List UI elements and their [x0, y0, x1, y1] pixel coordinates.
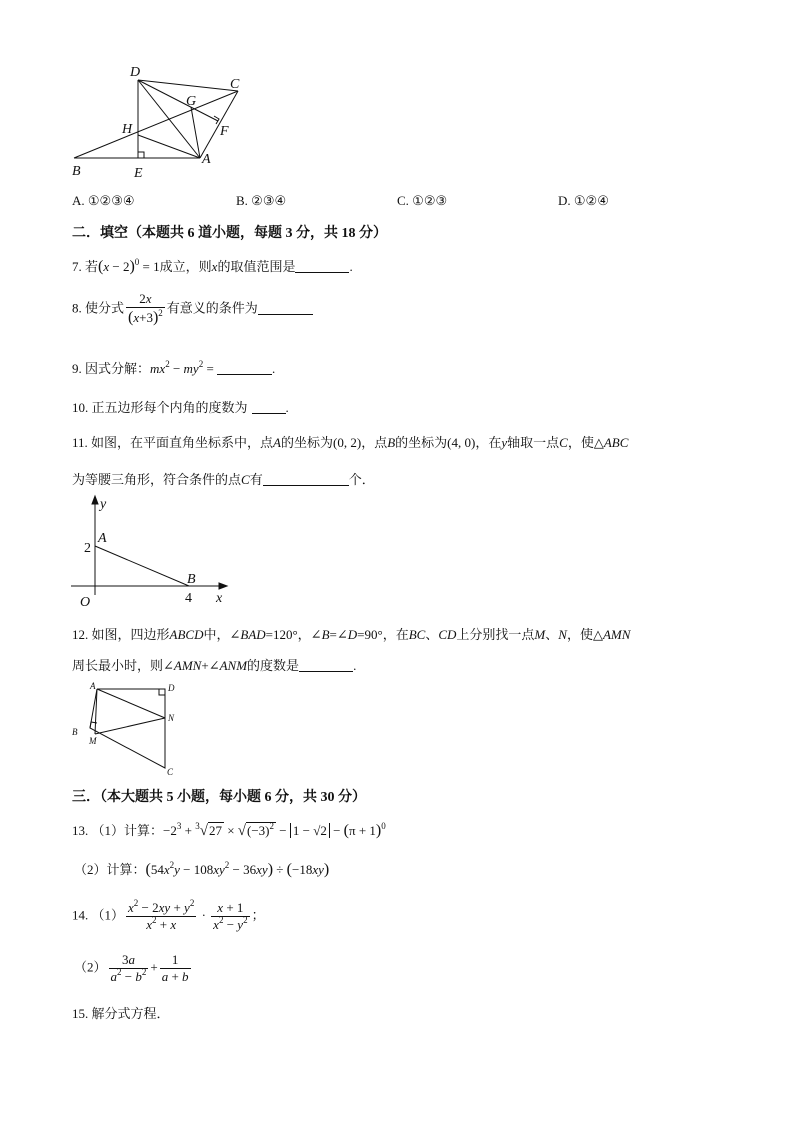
label-H: H	[122, 122, 133, 137]
question-14-part1: 14. （1） $\frac{x^2 - 2xy + y^2}{x^2 + x}$ · $\frac{x + 1}{x^2 - y^2}$ ；	[72, 898, 265, 933]
question-11-line2: 为等腰三角形，符合条件的点C有 个．	[72, 472, 375, 487]
question-12-line2: 周长最小时，则∠AMN+∠ANM的度数是 .	[72, 658, 357, 673]
answer-blank-10[interactable]	[252, 401, 286, 414]
label-F: F	[220, 124, 229, 139]
tick-label-4: 4	[185, 591, 192, 606]
axis-label-x: x	[216, 591, 223, 606]
question-9: 9. 因式分解：$mx^2 - my^2$ = .	[72, 359, 276, 376]
question-14-part2: （2） $\frac{3a}{a^2 - b^2}$ + $\frac{1}{a + b}$	[74, 952, 189, 985]
origin-label-O: O	[80, 595, 91, 610]
answer-blank-12[interactable]	[299, 659, 353, 672]
question-12-line1: 12. 如图，四边形ABCD中，∠BAD=120°，∠B=∠D=90°，在BC、CD上分别找一点M、N，使△AMN	[72, 627, 631, 642]
figure-coordinate-plane	[68, 492, 238, 612]
question-10: 10. 正五边形每个内角的度数为 .	[72, 400, 289, 415]
answer-blank-7[interactable]	[295, 260, 349, 273]
label-E: E	[134, 166, 143, 181]
fig3-label-M: M	[89, 736, 97, 746]
answer-blank-9[interactable]	[217, 362, 272, 375]
fig3-label-B: B	[72, 727, 78, 737]
question-8: 8. 使分式 $\frac{2x}{(x+3)^2}$ 有意义的条件为	[72, 291, 313, 328]
fig3-label-C: C	[167, 767, 174, 777]
fig3-label-A: A	[90, 681, 96, 691]
figure-quadrilateral-geometry	[60, 60, 260, 185]
label-B: B	[72, 164, 81, 179]
label-A: A	[202, 152, 211, 167]
question-15: 15. 解分式方程．	[72, 1006, 170, 1021]
point-label-B: B	[187, 572, 196, 587]
answer-blank-11[interactable]	[263, 473, 349, 486]
question-11-line1: 11. 如图，在平面直角坐标系中，点A的坐标为(0, 2)，点B的坐标为(4, 0)，在y轴取一点C，使△ABC	[72, 435, 629, 450]
figure-quadrilateral-amn	[68, 680, 188, 780]
label-G: G	[186, 94, 197, 109]
label-C: C	[230, 77, 240, 92]
question-13-part1: 13. （1）计算：$-2^3 + ^3√27 \times √(-3)^2 - 1 - √2 - (\pi + 1)^0$	[72, 821, 386, 839]
section-2-title: 二．填空（本题共 6 道小题，每题 3 分，共 18 分）	[72, 226, 387, 241]
question-13-part2: （2）计算：$(54x^2y - 108xy^2 - 36xy) \div (-18xy)$	[74, 860, 330, 878]
choice-a[interactable]: A. ①②③④	[72, 193, 135, 208]
answer-blank-8[interactable]	[258, 302, 313, 315]
choice-c[interactable]: C. ①②③	[397, 193, 448, 208]
section-3-title: 三．（本大题共 5 小题，每小题 6 分，共 30 分）	[72, 790, 366, 805]
choice-b[interactable]: B. ②③④	[236, 193, 287, 208]
tick-label-2: 2	[84, 541, 91, 556]
question-7: 7. 若$(x - 2)^0 = 1$成立，则x的取值范围是 .	[72, 257, 353, 275]
axis-label-y: y	[100, 497, 107, 512]
point-label-A: A	[98, 531, 107, 546]
label-D: D	[130, 65, 141, 80]
fig3-label-N: N	[168, 713, 175, 723]
choice-d[interactable]: D. ①②④	[558, 193, 609, 208]
fig3-label-D: D	[168, 683, 175, 693]
